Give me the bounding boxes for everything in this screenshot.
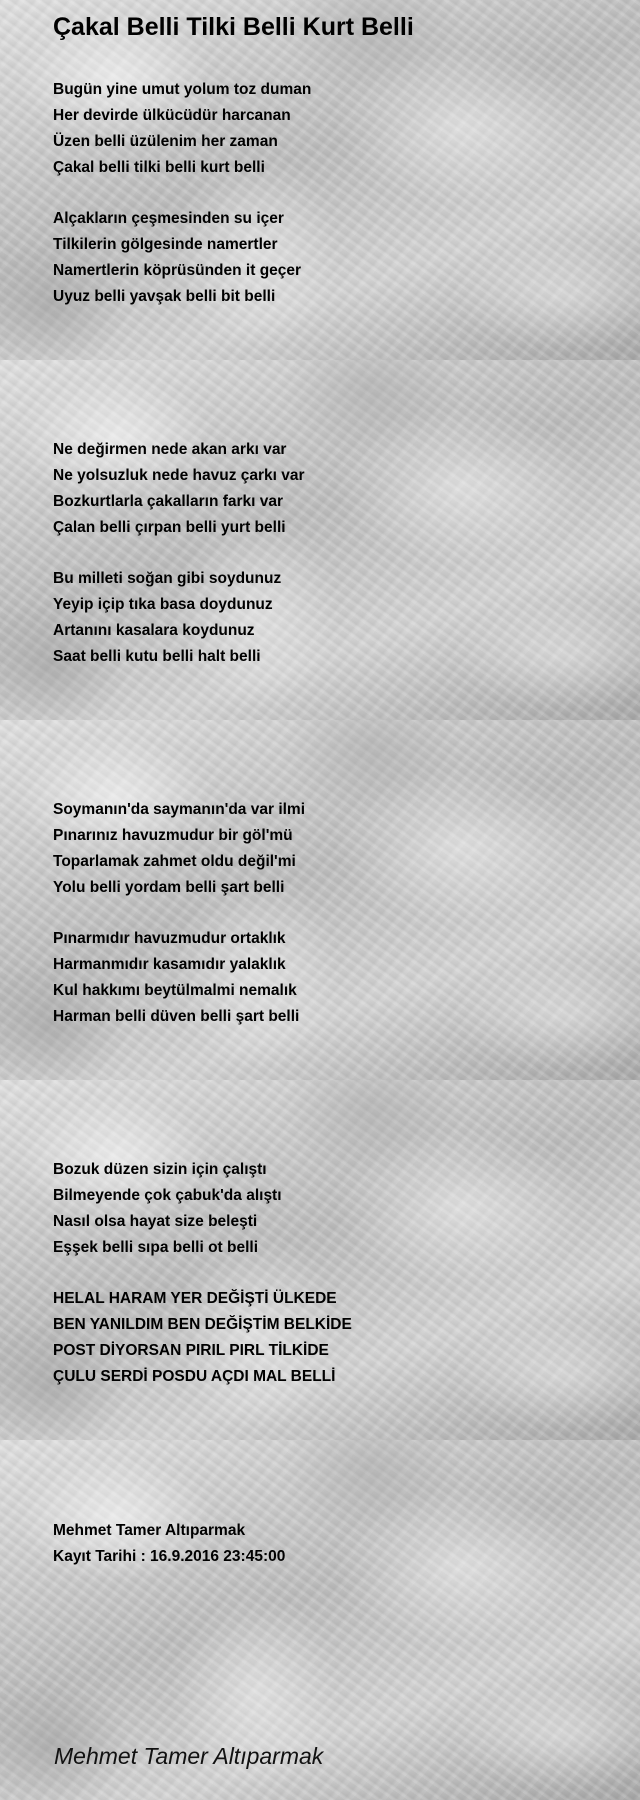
poem-line: Çalan belli çırpan belli yurt belli (53, 519, 286, 536)
poem-line: Bilmeyende çok çabuk'da alıştı (53, 1187, 282, 1204)
stanza (53, 437, 305, 541)
poem-title: Çakal Belli Tilki Belli Kurt Belli (53, 13, 414, 41)
poem-panel-4 (0, 1080, 640, 1440)
poem-line: Ne değirmen nede akan arkı var (53, 441, 287, 458)
poem-line: HELAL HARAM YER DEĞİŞTİ ÜLKEDE (53, 1290, 337, 1307)
poem-line: Pınarınız havuzmudur bir göl'mü (53, 827, 293, 844)
poem-line: Uyuz belli yavşak belli bit belli (53, 288, 276, 305)
poem-line: Alçakların çeşmesinden su içer (53, 210, 284, 227)
poem-meta (53, 1518, 285, 1570)
poem-line: Yeyip içip tıka basa doydunuz (53, 596, 273, 613)
poem-footer-panel (0, 1440, 640, 1800)
poem-line: Namertlerin köprüsünden it geçer (53, 262, 302, 279)
poem-line: Bugün yine umut yolum toz duman (53, 81, 312, 98)
poem-line: Kul hakkımı beytülmalmi nemalık (53, 982, 297, 999)
stanza (53, 1286, 352, 1390)
poem-line: Ne yolsuzluk nede havuz çarkı var (53, 467, 305, 484)
poem-line: Her devirde ülkücüdür harcanan (53, 107, 291, 124)
stanza (53, 206, 301, 310)
poem-line: ÇULU SERDİ POSDU AÇDI MAL BELLİ (53, 1368, 336, 1385)
poem-line: Bozuk düzen sizin için çalıştı (53, 1161, 267, 1178)
poem-line: Bozkurtlarla çakalların farkı var (53, 493, 284, 510)
poem-line: Üzen belli üzülenim her zaman (53, 133, 278, 150)
stanza (53, 926, 299, 1030)
stanza (53, 566, 281, 670)
poem-line: Bu milleti soğan gibi soydunuz (53, 570, 282, 587)
author-name: Mehmet Tamer Altıparmak (53, 1522, 246, 1539)
registration-date: Kayıt Tarihi : 16.9.2016 23:45:00 (53, 1548, 286, 1565)
poem-line: BEN YANILDIM BEN DEĞİŞTİM BELKİDE (53, 1316, 352, 1333)
poem-line: Soymanın'da saymanın'da var ilmi (53, 801, 306, 818)
poem-line: Tilkilerin gölgesinde namertler (53, 236, 278, 253)
poem-line: Artanını kasalara koydunuz (53, 622, 255, 639)
stanza (53, 1157, 282, 1261)
poem-panel-2 (0, 360, 640, 720)
poem-line: Toparlamak zahmet oldu değil'mi (53, 853, 296, 870)
poem-panel-1 (0, 0, 640, 360)
poem-panel-3 (0, 720, 640, 1080)
poem-line: Saat belli kutu belli halt belli (53, 648, 261, 665)
poem-line: Harman belli düven belli şart belli (53, 1008, 300, 1025)
poem-line: Çakal belli tilki belli kurt belli (53, 159, 265, 176)
poem-line: Yolu belli yordam belli şart belli (53, 879, 285, 896)
stanza (53, 797, 305, 901)
author-signature: Mehmet Tamer Altıparmak (54, 1743, 324, 1769)
poem-line: Eşşek belli sıpa belli ot belli (53, 1239, 259, 1256)
poem-line: POST DİYORSAN PIRIL PIRL TİLKİDE (53, 1342, 329, 1359)
poem-line: Nasıl olsa hayat size beleşti (53, 1213, 258, 1230)
poem-line: Pınarmıdır havuzmudur ortaklık (53, 930, 286, 947)
poem-line: Harmanmıdır kasamıdır yalaklık (53, 956, 286, 973)
stanza (53, 77, 311, 181)
